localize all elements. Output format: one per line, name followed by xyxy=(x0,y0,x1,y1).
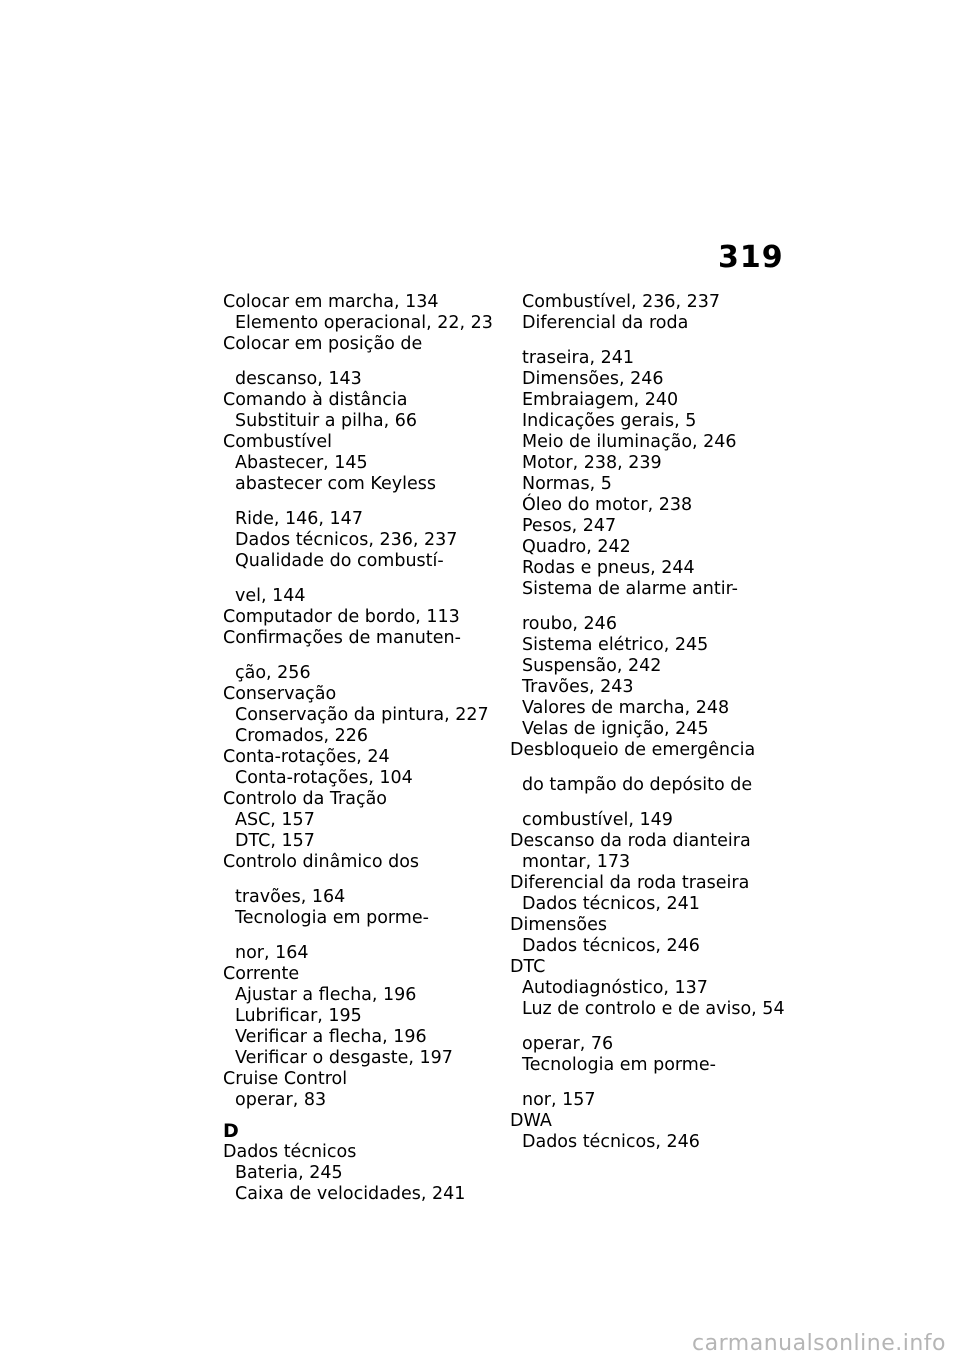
index-subentry: Caixa de velocidades, 241 xyxy=(235,1184,466,1204)
page-number: 319 xyxy=(718,240,784,275)
index-entry: Confirmações de manuten- xyxy=(223,628,461,648)
index-entry: Cruise Control xyxy=(223,1069,348,1089)
index-entry: Dados técnicos xyxy=(223,1142,357,1162)
index-subentry: Sistema elétrico, 245 xyxy=(522,635,709,655)
index-subentry: Substituir a pilha, 66 xyxy=(235,411,418,431)
index-subentry: Sistema de alarme antir- xyxy=(522,579,738,599)
index-subentry: Verificar o desgaste, 197 xyxy=(235,1048,453,1068)
watermark: carmanualsonline.info xyxy=(692,1331,946,1356)
index-subentry: Conservação da pintura, 227 xyxy=(235,705,489,725)
index-subentry: Ride, 146, 147 xyxy=(235,509,363,529)
index-subentry: vel, 144 xyxy=(235,586,306,606)
index-entry: Combustível xyxy=(223,432,332,452)
index-subentry: traseira, 241 xyxy=(522,348,634,368)
index-subentry: roubo, 246 xyxy=(522,614,617,634)
index-subentry: Luz de controlo e de aviso, 54 xyxy=(522,999,785,1019)
index-subentry: Combustível, 236, 237 xyxy=(522,292,721,312)
index-subentry: travões, 164 xyxy=(235,887,346,907)
index-subentry: abastecer com Keyless xyxy=(235,474,436,494)
index-subentry: montar, 173 xyxy=(522,852,631,872)
index-subentry: Elemento operacional, 22, 23 xyxy=(235,313,493,333)
index-entry: Desbloqueio de emergência xyxy=(510,740,756,760)
index-subentry: DTC, 157 xyxy=(235,831,315,851)
index-subentry: Embraiagem, 240 xyxy=(522,390,679,410)
index-subentry: ASC, 157 xyxy=(235,810,315,830)
index-entry: Colocar em posição de xyxy=(223,334,423,354)
index-subentry: Diferencial da roda xyxy=(522,313,689,333)
index-subentry: Dimensões, 246 xyxy=(522,369,664,389)
index-entry: DTC xyxy=(510,957,546,977)
index-subentry: Qualidade do combustí- xyxy=(235,551,444,571)
index-subentry: descanso, 143 xyxy=(235,369,362,389)
index-subentry: Tecnologia em porme- xyxy=(235,908,429,928)
index-subentry: Suspensão, 242 xyxy=(522,656,662,676)
index-subentry: Ajustar a flecha, 196 xyxy=(235,985,417,1005)
index-subentry: operar, 83 xyxy=(235,1090,327,1110)
index-entry: DWA xyxy=(510,1111,552,1131)
index-subentry: Autodiagnóstico, 137 xyxy=(522,978,708,998)
index-subentry: Bateria, 245 xyxy=(235,1163,343,1183)
index-entry: Colocar em marcha, 134 xyxy=(223,292,439,312)
index-subentry: Velas de ignição, 245 xyxy=(522,719,709,739)
index-subentry: Rodas e pneus, 244 xyxy=(522,558,695,578)
index-subentry: do tampão do depósito de xyxy=(522,775,753,795)
index-subentry: Indicações gerais, 5 xyxy=(522,411,697,431)
index-entry: Controlo dinâmico dos xyxy=(223,852,420,872)
index-subentry: ção, 256 xyxy=(235,663,311,683)
index-entry: Conta-rotações, 24 xyxy=(223,747,390,767)
index-subentry: Motor, 238, 239 xyxy=(522,453,662,473)
index-subentry: Normas, 5 xyxy=(522,474,612,494)
index-column-right xyxy=(510,292,800,1153)
index-subentry: Tecnologia em porme- xyxy=(522,1055,716,1075)
index-column-left xyxy=(223,292,498,1205)
index-entry: Computador de bordo, 113 xyxy=(223,607,460,627)
index-entry: Comando à distância xyxy=(223,390,408,410)
index-entry: Corrente xyxy=(223,964,300,984)
index-subentry: Dados técnicos, 236, 237 xyxy=(235,530,458,550)
index-subentry: Abastecer, 145 xyxy=(235,453,368,473)
index-subentry: Conta-rotações, 104 xyxy=(235,768,413,788)
index-entry: Conservação xyxy=(223,684,337,704)
index-entry: Controlo da Tração xyxy=(223,789,388,809)
index-subentry: Lubrificar, 195 xyxy=(235,1006,362,1026)
index-subentry: Dados técnicos, 246 xyxy=(522,936,700,956)
index-entry: Dimensões xyxy=(510,915,607,935)
index-subentry: Verificar a flecha, 196 xyxy=(235,1027,427,1047)
index-subentry: nor, 157 xyxy=(522,1090,596,1110)
index-subentry: combustível, 149 xyxy=(522,810,673,830)
index-entry: Descanso da roda dianteira xyxy=(510,831,751,851)
index-subentry: Dados técnicos, 241 xyxy=(522,894,700,914)
index-entry: Diferencial da roda traseira xyxy=(510,873,750,893)
index-section-letter: D xyxy=(223,1120,239,1142)
index-subentry: Pesos, 247 xyxy=(522,516,617,536)
index-subentry: Meio de iluminação, 246 xyxy=(522,432,737,452)
index-subentry: Óleo do motor, 238 xyxy=(522,495,693,515)
index-subentry: Travões, 243 xyxy=(522,677,634,697)
index-subentry: operar, 76 xyxy=(522,1034,614,1054)
index-subentry: Dados técnicos, 246 xyxy=(522,1132,700,1152)
index-subentry: Quadro, 242 xyxy=(522,537,631,557)
index-subentry: Cromados, 226 xyxy=(235,726,368,746)
index-subentry: nor, 164 xyxy=(235,943,309,963)
index-subentry: Valores de marcha, 248 xyxy=(522,698,730,718)
